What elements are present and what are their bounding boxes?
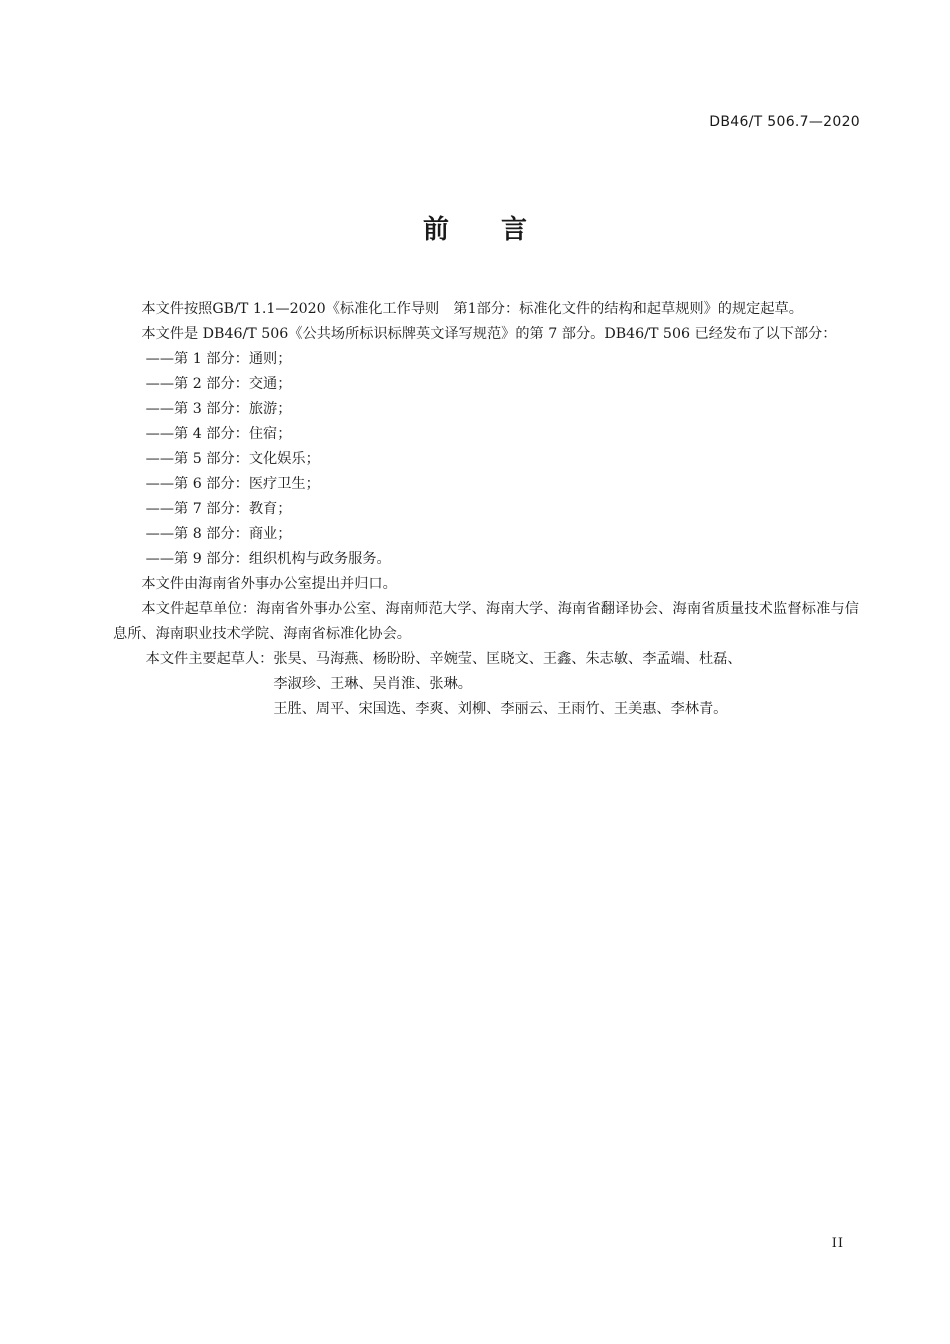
page-number: II [831, 1236, 844, 1251]
drafters-names [273, 647, 859, 722]
document-code: DB46/T 506.7—2020 [709, 114, 860, 130]
drafters-line: 王胜、周平、宋国选、李爽、刘柳、李丽云、王雨竹、王美惠、李林青。 [273, 701, 728, 717]
parts-list [113, 347, 859, 572]
paragraph-drafting-rules: 本文件按照GB/T 1.1—2020《标准化工作导则 第1部分：标准化文件的结构和起草规则》的规定起草。 [141, 301, 803, 317]
drafters-line: 李淑珍、王琳、吴肖淮、张琳。 [273, 676, 472, 692]
list-item: ——第 4 部分：住宿； [145, 426, 292, 442]
drafters-block [113, 647, 859, 722]
list-item: ——第 2 部分：交通； [145, 376, 292, 392]
page-title: 前言 [422, 215, 579, 245]
drafters-label: 本文件主要起草人： [145, 651, 274, 667]
list-item: ——第 3 部分：旅游； [145, 401, 292, 417]
list-item: ——第 7 部分：教育； [145, 501, 292, 517]
paragraph-proposer: 本文件由海南省外事办公室提出并归口。 [141, 576, 397, 592]
list-item: ——第 6 部分：医疗卫生； [145, 476, 320, 492]
list-item: ——第 5 部分：文化娱乐； [145, 451, 320, 467]
document-body [113, 297, 859, 722]
list-item: ——第 1 部分：通则； [145, 351, 292, 367]
paragraph-series-intro: 本文件是 DB46/T 506《公共场所标识标牌英文译写规范》的第 7 部分。DB46/T 506 已经发布了以下部分： [141, 326, 837, 342]
list-item: ——第 8 部分：商业； [145, 526, 292, 542]
drafters-line: 张昊、马海燕、杨盼盼、辛婉莹、匡晓文、王鑫、朱志敏、李孟端、杜磊、 [273, 651, 742, 667]
list-item: ——第 9 部分：组织机构与政务服务。 [145, 551, 391, 567]
paragraph-drafting-units: 本文件起草单位：海南省外事办公室、海南师范大学、海南大学、海南省翻译协会、海南省质量技术监督标准与信息所、海南职业技术学院、海南省标准化协会。 [113, 601, 859, 642]
